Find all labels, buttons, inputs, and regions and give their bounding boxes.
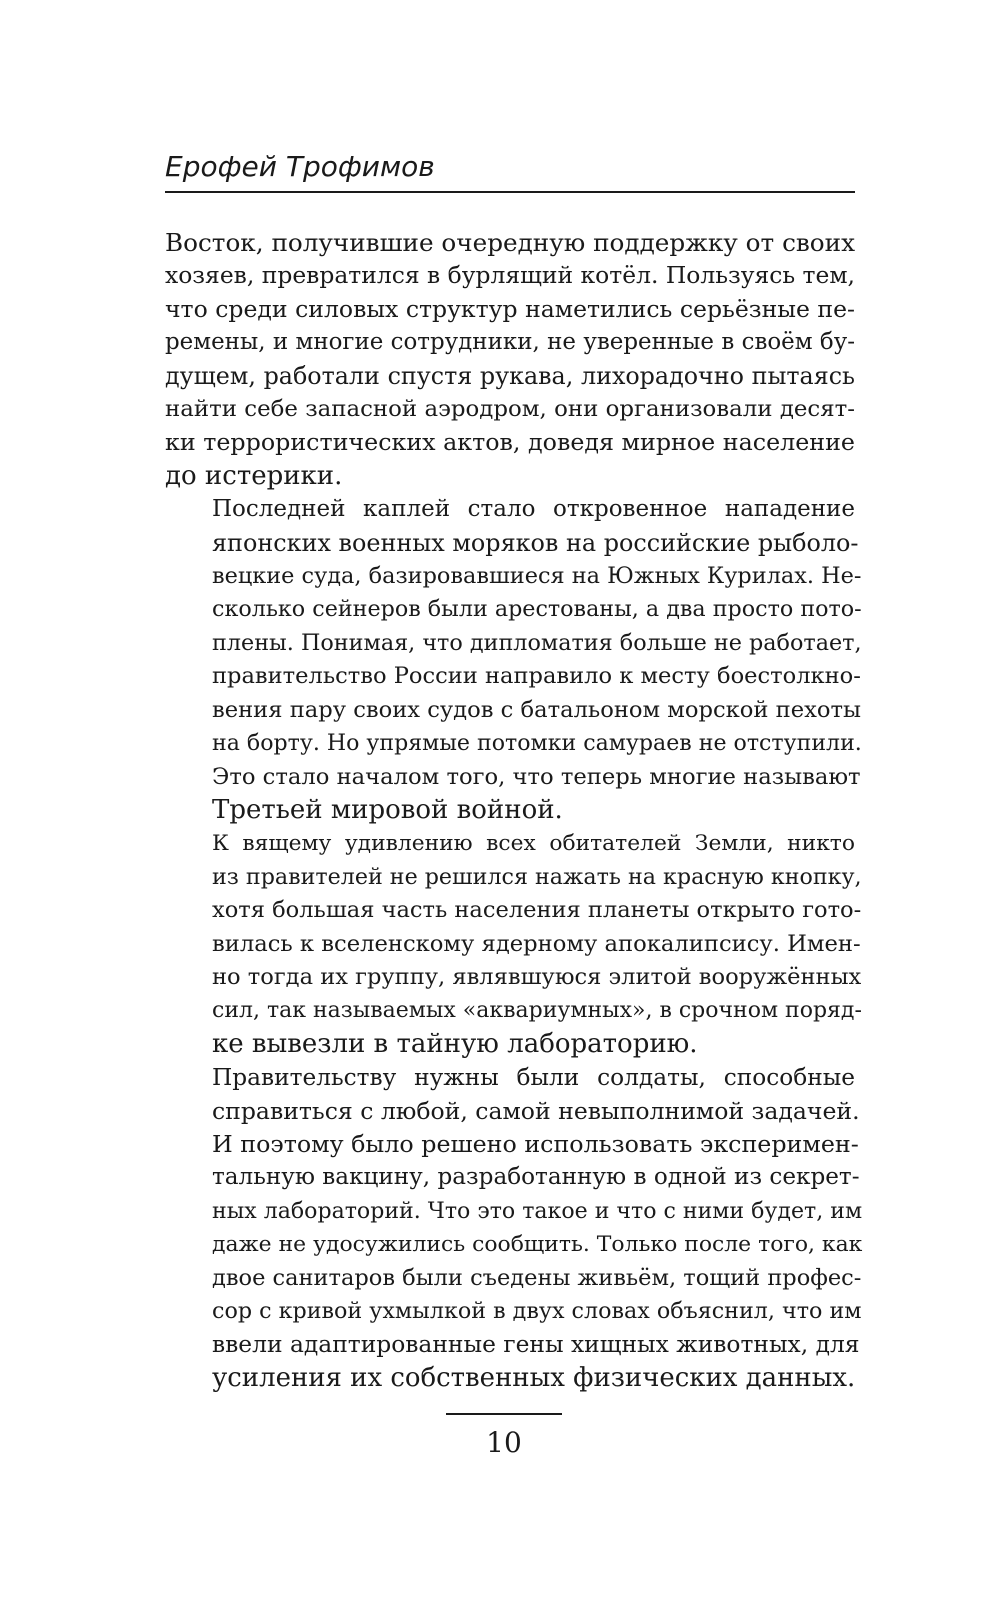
paragraph [165, 226, 855, 493]
body-text [165, 226, 863, 1395]
text-line: И поэтому было решено использовать эксперимен- [212, 1129, 859, 1158]
text-line: справиться с любой, самой невыполнимой задачей. [212, 1096, 860, 1125]
text-line: Это стало началом того, что теперь многие называют [212, 763, 861, 790]
text-line: ввели адаптированные гены хищных животных, для [212, 1330, 860, 1359]
text-line: правительство России направило к месту боестолкно- [212, 663, 861, 690]
text-line: вецкие суда, базировавшиеся на Южных Курилах. Не- [212, 563, 862, 590]
running-head-author: Ерофей Трофимов [165, 150, 435, 183]
text-line: Последней каплей стало откровенное нападение [212, 496, 855, 523]
text-line: хозяев, превратился в бурлящий котёл. Пользуясь тем, [165, 261, 855, 290]
text-line: Правительству нужны были солдаты, способные [212, 1064, 855, 1092]
text-line: хотя большая часть населения планеты открыто гото- [212, 897, 862, 924]
text-line: сколько сейнеров были арестованы, а два просто пото- [212, 596, 862, 623]
text-line: найти себе запасной аэродром, они организовали десят- [165, 396, 855, 423]
text-line: сор с кривой ухмылкой в двух словах объяснил, что им [212, 1298, 862, 1324]
text-line: что среди силовых структур наметились серьёзные пе- [165, 294, 855, 323]
text-line: дущем, работали спустя рукава, лихорадочно пытаясь [165, 361, 855, 390]
text-line: Восток, получившие очередную поддержку от своих [165, 228, 855, 257]
text-line: Третьей мировой войной. [212, 794, 563, 825]
text-line: на борту. Но упрямые потомки самураев не отступили. [212, 730, 862, 757]
header-rule [165, 191, 855, 193]
text-line: ки террористических актов, доведя мирное население [165, 428, 855, 457]
text-line: плены. Понимая, что дипломатия больше не работает, [212, 629, 862, 656]
footer-rule [446, 1413, 562, 1415]
page-number: 10 [486, 1426, 522, 1459]
text-line: вения пару своих судов с батальоном морской пехоты [212, 696, 861, 723]
text-line: даже не удосужились сообщить. Только после того, как [212, 1232, 863, 1258]
paragraph [165, 1061, 863, 1395]
text-line: японских военных моряков на российские рыболо- [212, 528, 859, 557]
text-line: усиления их собственных физических данных. [212, 1362, 856, 1393]
text-line: из правителей не решился нажать на красную кнопку, [212, 863, 862, 890]
text-line: тальную вакцину, разработанную в одной из секрет- [212, 1164, 860, 1191]
text-line: сил, так называемых «аквариумных», в срочном поряд- [212, 998, 862, 1024]
paragraph [165, 827, 862, 1061]
text-line: ке вывезли в тайную лабораторию. [212, 1028, 698, 1059]
text-line: ремены, и многие сотрудники, не уверенные в своём бу- [165, 329, 855, 356]
text-line: до истерики. [165, 460, 343, 491]
text-line: но тогда их группу, являвшуюся элитой вооружённых [212, 963, 862, 990]
text-line: вилась к вселенскому ядерному апокалипсису. Имен- [212, 930, 861, 957]
text-line: К вящему удивлению всех обитателей Земли, никто [212, 831, 855, 857]
text-line: двое санитаров были съедены живьём, тощий профес- [212, 1264, 862, 1291]
text-line: ных лабораторий. Что это такое и что с ними будет, им [212, 1198, 863, 1224]
paragraph [165, 493, 862, 827]
